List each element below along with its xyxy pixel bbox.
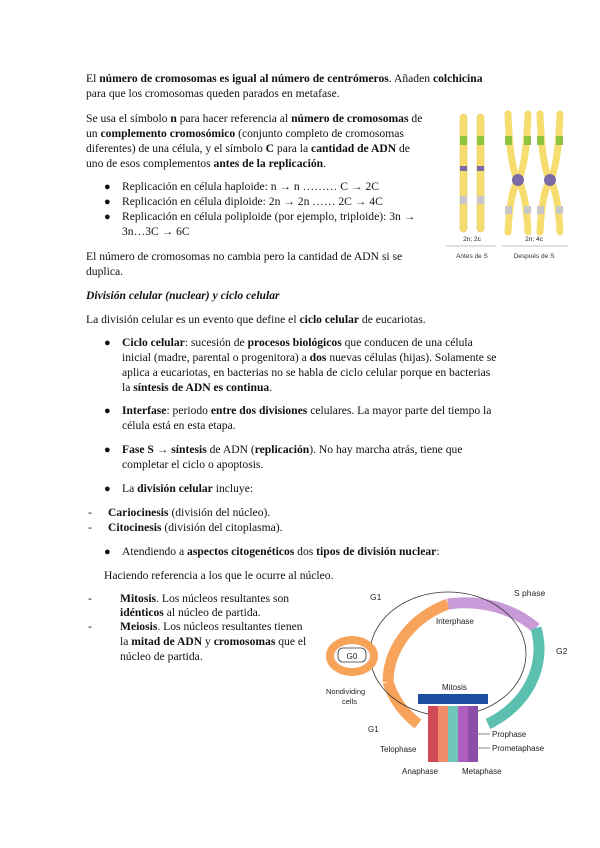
ciclo-line3: aplica a eucariotas, en bacterias no se habla de ciclo celular porque en bacterias: [122, 366, 491, 379]
ciclo-line4: la síntesis de ADN es continua.: [122, 381, 273, 394]
bullet-dot: ●: [104, 181, 111, 193]
band-anaphase: [438, 706, 448, 762]
replication-haploid: Replicación en célula haploide: n → n ……… C → 2C: [122, 180, 379, 193]
label-telophase: Telophase: [380, 745, 417, 754]
ciclo-line2: inicial (madre, parental o progenitora) a dos nuevas células (hijas). Solamente se: [122, 351, 497, 364]
band-telophase: [428, 706, 438, 762]
label-before: 2n; 2c: [463, 236, 481, 243]
interfase-line1: Interfase: periodo entre dos divisiones celulares. La mayor parte del tiempo la: [122, 404, 492, 417]
label-s-phase: S phase: [514, 588, 546, 598]
para3-line1: El número de cromosomas no cambia pero la cantidad de ADN si se: [86, 250, 403, 263]
chromosome-after-right: [537, 114, 563, 232]
mitosis-block: [418, 694, 488, 704]
g1-arc: [388, 604, 448, 682]
meiosis-line1: Meiosis. Los núcleos resultantes tienen: [120, 620, 303, 633]
meiosis-line3: núcleo de partida.: [120, 650, 203, 663]
dash-marker: -: [88, 521, 92, 534]
chromosome-before-left: [460, 114, 467, 232]
interfase-line2: célula está en esta etapa.: [122, 419, 236, 432]
chromosome-figure: [444, 108, 570, 264]
dash-marker: -: [88, 506, 92, 519]
aspectos-line: Atendiendo a aspectos citogenéticos dos tipos de división nuclear:: [122, 545, 440, 558]
mitosis-line1: Mitosis. Los núcleos resultantes son: [120, 592, 290, 605]
g2-arc: [488, 628, 539, 724]
bullet-dot: ●: [104, 196, 111, 208]
dash-marker: -: [88, 592, 92, 605]
cariocinesis-line: Cariocinesis (división del núcleo).: [108, 506, 271, 519]
label-g1-bottom: G1: [368, 725, 379, 734]
label-g2: G2: [556, 646, 568, 656]
bullet-dot: ●: [104, 483, 111, 495]
bullet-dot: ●: [104, 405, 111, 417]
label-nondividing-1: Nondividing: [326, 687, 366, 696]
ciclo-line1: Ciclo celular: sucesión de procesos biológicos que conducen de una célula: [122, 336, 473, 349]
para3-line2: duplica.: [86, 265, 124, 278]
band-prometaphase: [458, 706, 468, 762]
label-after: 2n; 4c: [525, 236, 543, 243]
bullet-dot: ●: [104, 546, 111, 558]
mitosis-line2: idénticos al núcleo de partida.: [120, 606, 261, 619]
faseS-line1: Fase S → síntesis de ADN (replicación). No hay marcha atrás, tiene que: [122, 443, 463, 456]
label-anaphase: Anaphase: [402, 767, 439, 776]
para2-line1: Se usa el símbolo n para hacer referencia al número de cromosomas de: [86, 112, 423, 125]
replication-polyploid-2: 3n…3C → 6C: [122, 225, 190, 238]
haciendo-line: Haciendo referencia a los que le ocurre al núcleo.: [104, 569, 334, 582]
dash-marker: -: [88, 620, 92, 633]
label-mitosis: Mitosis: [442, 683, 467, 692]
label-g0: G0: [346, 652, 358, 661]
caption-before: Antes de S: [456, 253, 488, 260]
section-title: División celular (nuclear) y ciclo celular: [86, 289, 280, 302]
label-nondividing-2: cells: [342, 697, 358, 706]
chromosome-after-left: [505, 114, 531, 232]
label-g1-top: G1: [370, 592, 382, 602]
para2-line3: diferentes) de una célula, y el símbolo C para la cantidad de ADN de: [86, 142, 410, 155]
faseS-line2: completar el ciclo o apoptosis.: [122, 458, 264, 471]
para1-line1: El número de cromosomas es igual al número de centrómeros. Añaden colchicina: [86, 72, 483, 85]
label-interphase: Interphase: [436, 617, 474, 626]
para1-line2: para que los cromosomas queden parados en metafase.: [86, 87, 340, 100]
band-metaphase: [448, 706, 458, 762]
meiosis-line2: la mitad de ADN y cromosomas que el: [120, 635, 307, 648]
bullet-dot: ●: [104, 211, 111, 223]
cell-cycle-figure: [318, 582, 580, 842]
intro-line: La división celular es un evento que define el ciclo celular de eucariotas.: [86, 313, 426, 326]
bullet-dot: ●: [104, 337, 111, 349]
label-metaphase: Metaphase: [462, 767, 502, 776]
label-prometaphase: Prometaphase: [492, 744, 545, 753]
replication-diploid: Replicación en célula diploide: 2n → 2n …… 2C → 4C: [122, 195, 383, 208]
band-prophase: [468, 706, 478, 762]
caption-after: Después de S: [513, 253, 555, 260]
para2-line4: uno de esos complementos antes de la replicación.: [86, 157, 327, 170]
replication-polyploid-1: Replicación en célula poliploide (por ejemplo, triploide): 3n →: [122, 210, 416, 223]
citocinesis-line: Citocinesis (división del citoplasma).: [108, 521, 283, 534]
label-prophase: Prophase: [492, 730, 527, 739]
bullet-dot: ●: [104, 444, 111, 456]
para2-line2: un complemento cromosómico (conjunto completo de cromosomas: [86, 127, 404, 140]
chromosome-before-right: [477, 114, 484, 232]
division-line: La división celular incluye:: [122, 482, 254, 495]
